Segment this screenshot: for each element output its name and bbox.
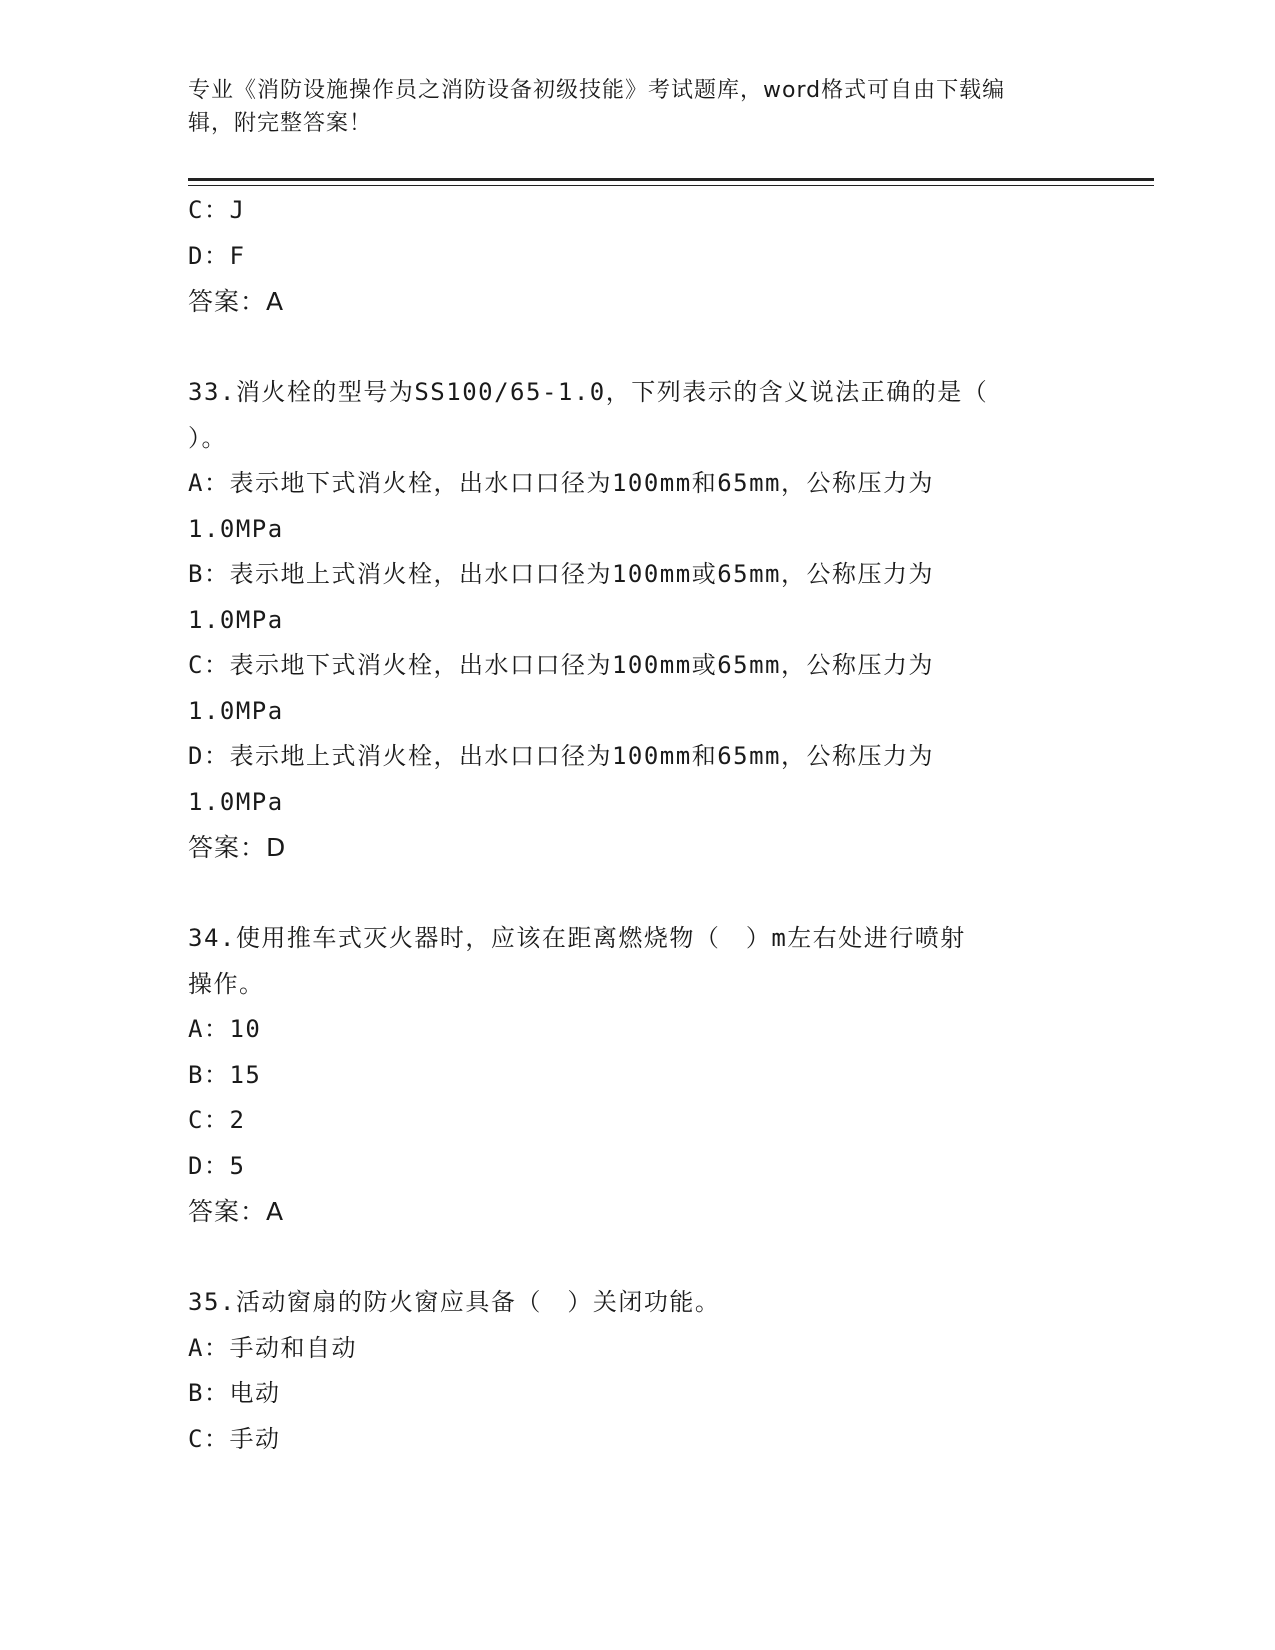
option-c: C：手动 — [188, 1424, 281, 1453]
header-divider-thick — [188, 178, 1154, 181]
option-b: B：表示地上式消火栓，出水口口径为100mm或65mm，公称压力为 — [188, 560, 934, 588]
answer-label: 答案：D — [188, 833, 287, 862]
page-header — [188, 74, 1068, 140]
option-c: C：表示地下式消火栓，出水口口径为100mm或65mm，公称压力为 — [188, 651, 934, 679]
header-divider-thin — [188, 185, 1154, 186]
question-stem: 33.消火栓的型号为SS100/65-1.0，下列表示的含义说法正确的是（ — [188, 378, 989, 406]
header-line-1: 专业《消防设施操作员之消防设备初级技能》考试题库，word格式可自由下载编 — [188, 78, 1006, 103]
spacer — [188, 325, 1068, 371]
option-c: C：J — [188, 196, 246, 224]
question-34 — [188, 916, 1068, 1235]
question-33 — [188, 370, 1068, 871]
spacer — [188, 1235, 1068, 1281]
option-a: A：10 — [188, 1015, 262, 1043]
option-c-cont: 1.0MPa — [188, 696, 284, 725]
spacer — [188, 871, 1068, 917]
option-b: B：电动 — [188, 1379, 281, 1407]
question-content — [188, 188, 1068, 1462]
option-b: B：15 — [188, 1060, 262, 1089]
option-a-cont: 1.0MPa — [188, 514, 284, 543]
option-c: C：2 — [188, 1106, 246, 1134]
option-d-cont: 1.0MPa — [188, 787, 284, 816]
option-a: A：表示地下式消火栓，出水口口径为100mm和65mm，公称压力为 — [188, 469, 934, 497]
question-35 — [188, 1280, 1068, 1462]
answer-label: 答案：A — [188, 1197, 285, 1226]
question-stem: 34.使用推车式灭火器时，应该在距离燃烧物（ ）m左右处进行喷射 — [188, 924, 966, 952]
option-d: D：F — [188, 241, 246, 270]
header-line-2: 辑，附完整答案！ — [188, 111, 373, 136]
option-b-cont: 1.0MPa — [188, 605, 284, 634]
question-stem-cont: ）。 — [188, 423, 227, 452]
option-d: D：5 — [188, 1151, 246, 1180]
question-stem-cont: 操作。 — [188, 969, 265, 998]
option-a: A：手动和自动 — [188, 1333, 357, 1362]
question-stem: 35.活动窗扇的防火窗应具备（ ）关闭功能。 — [188, 1288, 721, 1316]
answer-label: 答案：A — [188, 287, 285, 316]
prev-question — [188, 188, 1068, 325]
option-d: D：表示地上式消火栓，出水口口径为100mm和65mm，公称压力为 — [188, 742, 934, 770]
